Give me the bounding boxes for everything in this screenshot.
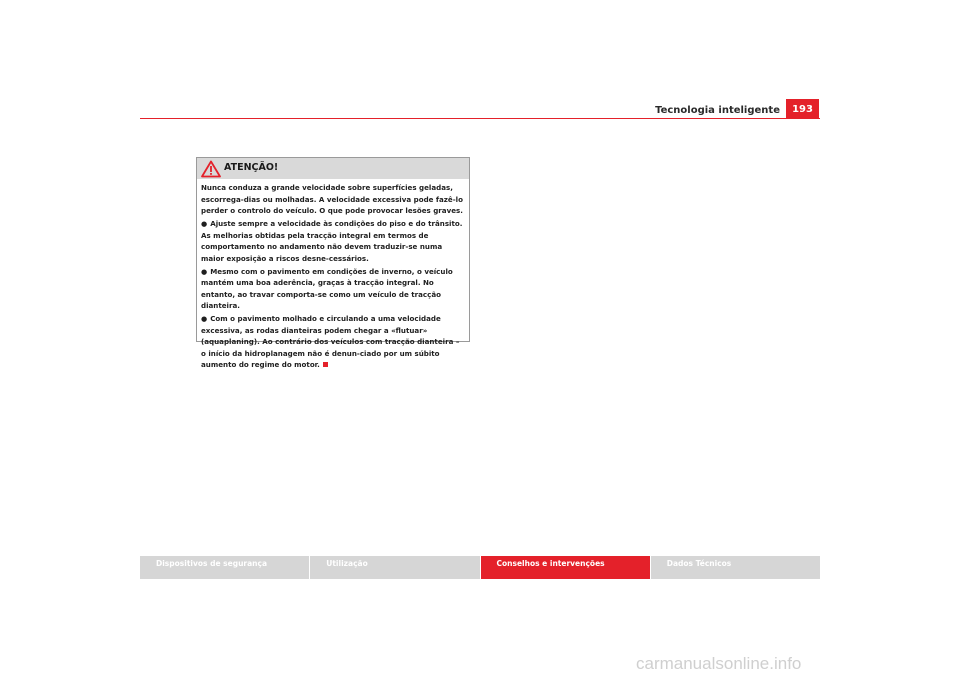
footer-tab-dados-tecnicos[interactable]: Dados Técnicos	[651, 556, 820, 579]
bullet-text: Com o pavimento molhado e circulando a uma velocidade excessiva, as rodas dianteiras podem chegar a «flutuar» (aquaplaning). Ao contrário dos veículos com tracção dianteira – o início da hidroplanagem não é denun-ciado por um súbito aumento do regime do motor.	[201, 314, 460, 369]
warning-bullet-1	[201, 218, 465, 264]
warning-bullet-2	[201, 266, 465, 312]
header-rule	[140, 118, 820, 119]
header-title: Tecnologia inteligente	[655, 105, 780, 116]
bullet-text: Mesmo com o pavimento em condições de inverno, o veículo mantém uma boa aderência, graças à tracção integral. No entanto, ao travar comporta-se como um veículo de tracção dianteira.	[201, 266, 453, 310]
warning-title: ATENÇÃO!	[224, 162, 279, 173]
end-of-section-mark	[323, 362, 328, 367]
bullet-text: Ajuste sempre a velocidade às condições do piso e do trânsito. As melhorias obtidas pela tracção integral em termos de comportamento no andamento não devem traduzir-se numa maior exposição a riscos desne-cessários.	[201, 219, 463, 263]
footer-tab-conselhos[interactable]: Conselhos e intervenções	[481, 556, 650, 579]
bullet-glyph: ●	[201, 219, 208, 228]
footer-tab-utilizacao[interactable]: Utilização	[310, 556, 479, 579]
bullet-glyph: ●	[201, 314, 208, 323]
watermark: carmanualsonline.info	[636, 654, 802, 673]
warning-header	[197, 158, 469, 179]
warning-box	[196, 157, 470, 369]
page-number: 193	[786, 99, 819, 119]
bullet-glyph: ●	[201, 266, 208, 276]
warning-triangle-icon	[201, 160, 221, 178]
warning-body	[197, 179, 469, 371]
footer-tab-dispositivos[interactable]: Dispositivos de segurança	[140, 556, 309, 579]
footer-nav	[140, 556, 820, 579]
warning-bullet-3	[201, 313, 465, 371]
warning-intro: Nunca conduza a grande velocidade sobre superfícies geladas, escorrega-dias ou molhadas. A velocidade excessiva pode fazê-lo perder o controlo do veículo. O que pode provocar lesões graves.	[201, 183, 463, 215]
